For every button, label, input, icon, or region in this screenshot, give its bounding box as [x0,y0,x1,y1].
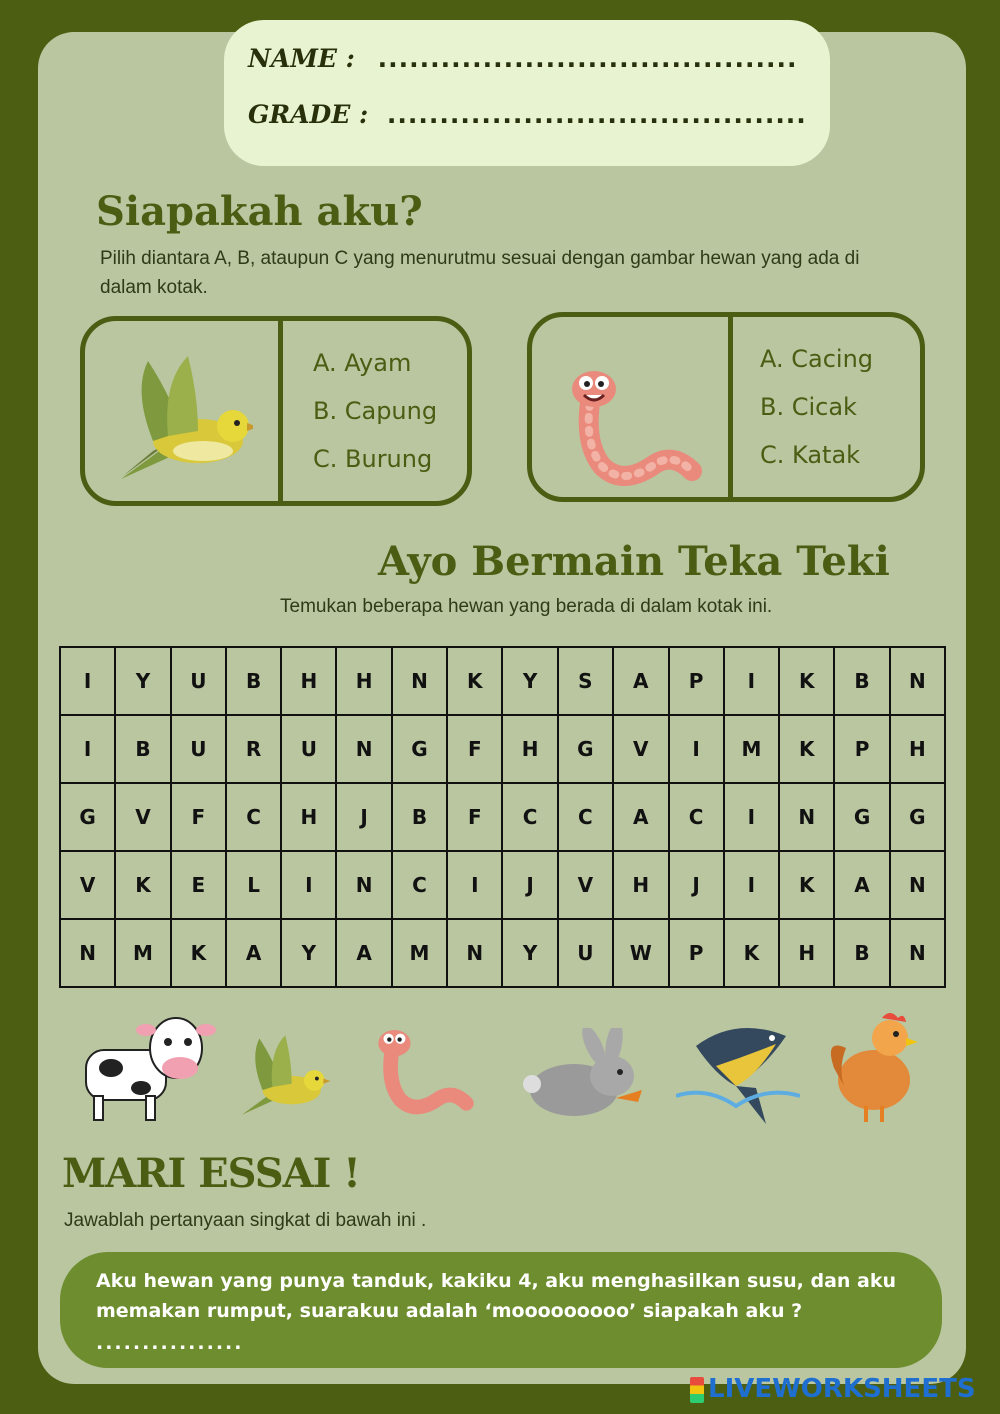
option-a[interactable]: A. Cacing [760,345,874,373]
name-input-line[interactable]: ........................................ [377,44,798,73]
grid-cell[interactable]: B [392,783,447,851]
grid-cell[interactable]: H [502,715,557,783]
grid-cell[interactable]: I [60,647,115,715]
rabbit-icon [516,1028,648,1120]
grid-cell[interactable]: K [724,919,779,987]
grid-cell[interactable]: C [502,783,557,851]
grid-cell[interactable]: Y [281,919,336,987]
grid-cell[interactable]: Y [115,647,170,715]
worm-icon [562,371,712,491]
grid-cell[interactable]: G [834,783,889,851]
liveworksheets-logo [690,1374,976,1404]
grid-cell[interactable]: F [447,715,502,783]
grid-cell[interactable]: N [392,647,447,715]
bird-icon [222,1032,342,1116]
grid-cell[interactable]: N [779,783,834,851]
grid-cell[interactable]: F [447,783,502,851]
chicken-icon [824,1008,922,1124]
grid-row [60,919,945,987]
essay-question-text: Aku hewan yang punya tanduk, kakiku 4, aku menghasilkan susu, dan aku memakan rumput, suarakuu adalah ‘mooooooooo’ siapakah aku ? [96,1270,897,1322]
option-b[interactable]: B. Capung [313,397,438,425]
grid-cell[interactable]: U [558,919,613,987]
grid-cell[interactable]: N [336,851,391,919]
brand-text: LIVEWORKSHEETS [708,1374,976,1404]
grid-cell[interactable]: P [834,715,889,783]
grid-cell[interactable]: H [336,647,391,715]
fish-icon [676,1016,800,1128]
grid-cell[interactable]: N [890,851,945,919]
grid-cell[interactable]: H [613,851,669,919]
grid-cell[interactable]: U [281,715,336,783]
grid-row [60,851,945,919]
grid-cell[interactable]: E [171,851,226,919]
grid-cell[interactable]: G [890,783,945,851]
section3-instruction: Jawablah pertanyaan singkat di bawah ini . [64,1210,427,1231]
grid-cell[interactable]: B [115,715,170,783]
grid-cell[interactable]: I [447,851,502,919]
grade-row [248,100,807,129]
logo-mark-icon [690,1377,704,1403]
grid-cell[interactable]: I [281,851,336,919]
grid-cell[interactable]: Y [502,919,557,987]
grid-cell[interactable]: G [392,715,447,783]
grid-cell[interactable]: H [779,919,834,987]
section1-instruction: Pilih diantara A, B, ataupun C yang menurutmu sesuai dengan gambar hewan yang ada di dalam kotak. [100,248,860,298]
essay-answer-line[interactable]: ................ [96,1332,244,1354]
grid-cell[interactable]: I [724,647,779,715]
grid-cell[interactable]: U [171,715,226,783]
grid-cell[interactable]: P [669,647,724,715]
grid-cell[interactable]: W [613,919,669,987]
grid-cell[interactable]: B [834,647,889,715]
question-box-worm [527,312,925,502]
grid-cell[interactable]: V [558,851,613,919]
grid-cell[interactable]: M [724,715,779,783]
question-divider [728,317,733,497]
grid-cell[interactable]: L [226,851,281,919]
grid-cell[interactable]: M [115,919,170,987]
grid-cell[interactable]: V [613,715,669,783]
grid-cell[interactable]: C [226,783,281,851]
grid-cell[interactable]: K [447,647,502,715]
cow-icon [76,1008,216,1126]
grid-cell[interactable]: N [890,647,945,715]
grid-cell[interactable]: B [226,647,281,715]
grid-cell[interactable]: B [834,919,889,987]
grid-cell[interactable]: A [613,783,669,851]
grid-cell[interactable]: I [724,851,779,919]
grid-cell[interactable]: V [115,783,170,851]
bird-icon [113,351,253,481]
grid-cell[interactable]: K [171,919,226,987]
section2-instruction: Temukan beberapa hewan yang berada di dalam kotak ini. [280,596,773,617]
grid-cell[interactable]: K [779,647,834,715]
grid-cell[interactable]: H [890,715,945,783]
grid-cell[interactable]: N [336,715,391,783]
grid-cell[interactable]: J [502,851,557,919]
grid-cell[interactable]: A [336,919,391,987]
grid-cell[interactable]: N [60,919,115,987]
grid-cell[interactable]: A [834,851,889,919]
grid-cell[interactable]: I [669,715,724,783]
grid-cell[interactable]: M [392,919,447,987]
grid-row [60,647,945,715]
grid-cell[interactable]: H [281,783,336,851]
grid-cell[interactable]: K [779,851,834,919]
question-box-bird [80,316,472,506]
question-divider [278,321,283,501]
grade-label: GRADE : [248,100,369,129]
grid-cell[interactable]: N [447,919,502,987]
grid-cell[interactable]: A [613,647,669,715]
option-b[interactable]: B. Cicak [760,393,857,421]
option-a[interactable]: A. Ayam [313,349,412,377]
grid-cell[interactable]: I [724,783,779,851]
name-label: NAME : [248,44,355,73]
grid-cell[interactable]: K [779,715,834,783]
section3-title: MARI ESSAI ! [62,1150,360,1197]
grid-cell[interactable]: J [669,851,724,919]
grid-row [60,783,945,851]
grid-cell[interactable]: A [226,919,281,987]
grid-cell[interactable]: C [669,783,724,851]
grid-cell[interactable]: V [60,851,115,919]
option-c[interactable]: C. Burung [313,445,433,473]
grid-cell[interactable]: Y [502,647,557,715]
grid-cell[interactable]: J [336,783,391,851]
section1-title: Siapakah aku? [96,188,423,235]
worm-icon [366,1030,486,1118]
grid-cell[interactable]: R [226,715,281,783]
name-row [248,44,798,73]
grid-cell[interactable]: U [171,647,226,715]
option-c[interactable]: C. Katak [760,441,861,469]
grid-cell[interactable]: G [558,715,613,783]
grid-cell[interactable]: I [60,715,115,783]
section2-title: Ayo Bermain Teka Teki [378,538,890,585]
grid-cell[interactable]: P [669,919,724,987]
grid-cell[interactable]: F [171,783,226,851]
grid-cell[interactable]: C [392,851,447,919]
grid-row [60,715,945,783]
name-grade-box [224,20,830,166]
word-search-grid [59,646,946,988]
grid-cell[interactable]: S [558,647,613,715]
grid-cell[interactable]: K [115,851,170,919]
essay-question-box [60,1252,942,1368]
grade-input-line[interactable]: ........................................ [386,100,807,129]
grid-cell[interactable]: C [558,783,613,851]
grid-cell[interactable]: N [890,919,945,987]
grid-cell[interactable]: H [281,647,336,715]
grid-cell[interactable]: G [60,783,115,851]
